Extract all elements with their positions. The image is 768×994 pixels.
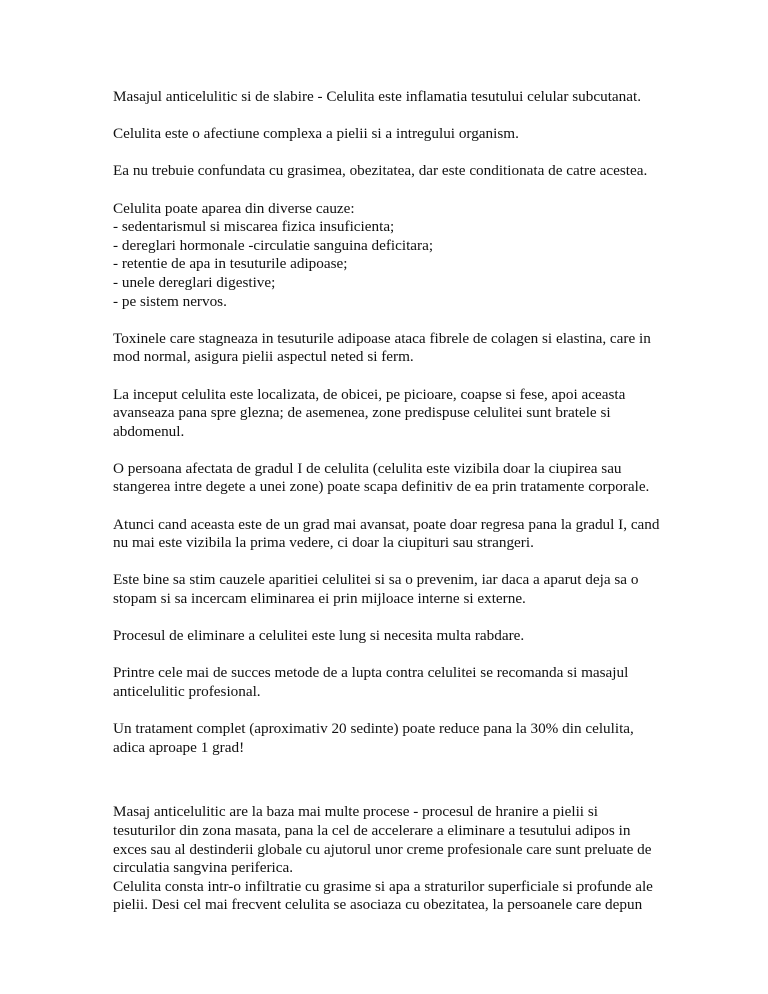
text-line: Masajul anticelulitic si de slabire - Celulita este inflamatia tesutului celular subcutanat. [113,88,642,105]
paragraph-process [113,627,673,646]
text-line: pielii. Desi cel mai frecvent celulita se asociaza cu obezitatea, la persoanele care depun [113,896,643,914]
text-line: Masaj anticelulitic are la baza mai multe procese - procesul de hranire a pielii si [113,803,598,821]
text-line: exces sau al destinderii globale cu ajutorul unor creme profesionale care sunt preluate de [113,840,652,858]
paragraph-definition [113,125,673,144]
text-line: avanseaza pana spre glezna; de asemenea, zone predispuse celulitei sunt bratele si [113,404,611,422]
paragraph-massage-process [113,803,673,915]
paragraph-treatment [113,720,673,757]
text-line: Printre cele mai de succes metode de a lupta contra celulitei se recomanda si masajul [113,664,629,682]
text-line: O persoana afectata de gradul I de celulita (celulita este vizibila doar la ciupirea sau [113,459,622,477]
list-item: - retentie de apa in tesuturile adipoase; [113,255,348,273]
text-line: circulatia sangvina periferica. [113,859,294,877]
section-spacer [113,757,673,803]
paragraph-location [113,386,673,442]
text-line: Toxinele care stagneaza in tesuturile adipoase ataca fibrele de colagen si elastina, care in [113,329,651,347]
paragraph-not-fat [113,162,673,181]
list-item: - pe sistem nervos. [113,292,227,310]
text-line: tesuturilor din zona masata, pana la cel de accelerare a eliminare a tesutului adipos in [113,821,631,839]
text-line: Celulita este o afectiune complexa a pielii si a intregului organism. [113,125,519,143]
paragraph-methods [113,664,673,701]
text-line: abdomenul. [113,422,185,440]
paragraph-grade-one [113,460,673,497]
text-line: adica aproape 1 grad! [113,738,245,756]
paragraph-advanced-grade [113,516,673,553]
text-line: nu mai este vizibila la prima vedere, ci doar la ciupituri sau strangeri. [113,534,534,552]
list-item: - dereglari hormonale -circulatie sanguina deficitara; [113,236,434,254]
paragraph-causes [113,200,673,312]
text-line: Celulita consta intr-o infiltratie cu grasime si apa a straturilor superficiale si profunde ale [113,877,653,895]
paragraph-prevention [113,571,673,608]
text-line: Un tratament complet (aproximativ 20 sedinte) poate reduce pana la 30% din celulita, [113,720,634,738]
document-body [113,88,673,915]
list-item: - unele dereglari digestive; [113,273,276,291]
list-item: - sedentarismul si miscarea fizica insuficienta; [113,218,395,236]
text-line: anticelulitic profesional. [113,683,261,700]
text-line: Este bine sa stim cauzele aparitiei celulitei si sa o prevenim, iar daca a aparut deja sa o [113,571,639,589]
text-line: Atunci cand aceasta este de un grad mai avansat, poate doar regresa pana la gradul I, cand [113,515,660,533]
text-line: stopam si sa incercam eliminarea ei prin mijloace interne si externe. [113,590,526,608]
text-line: Ea nu trebuie confundata cu grasimea, obezitatea, dar este conditionata de catre acestea. [113,162,648,180]
paragraph-intro [113,88,673,107]
text-line: Procesul de eliminare a celulitei este lung si necesita multa rabdare. [113,627,525,645]
text-line: stangerea intre degete a unei zone) poate scapa definitiv de ea prin tratamente corporale. [113,478,650,496]
text-line: La inceput celulita este localizata, de obicei, pe picioare, coapse si fese, apoi aceasta [113,385,626,403]
text-line: mod normal, asigura pielii aspectul neted si ferm. [113,348,414,366]
text-line: Celulita poate aparea din diverse cauze: [113,199,355,217]
paragraph-toxins [113,330,673,367]
